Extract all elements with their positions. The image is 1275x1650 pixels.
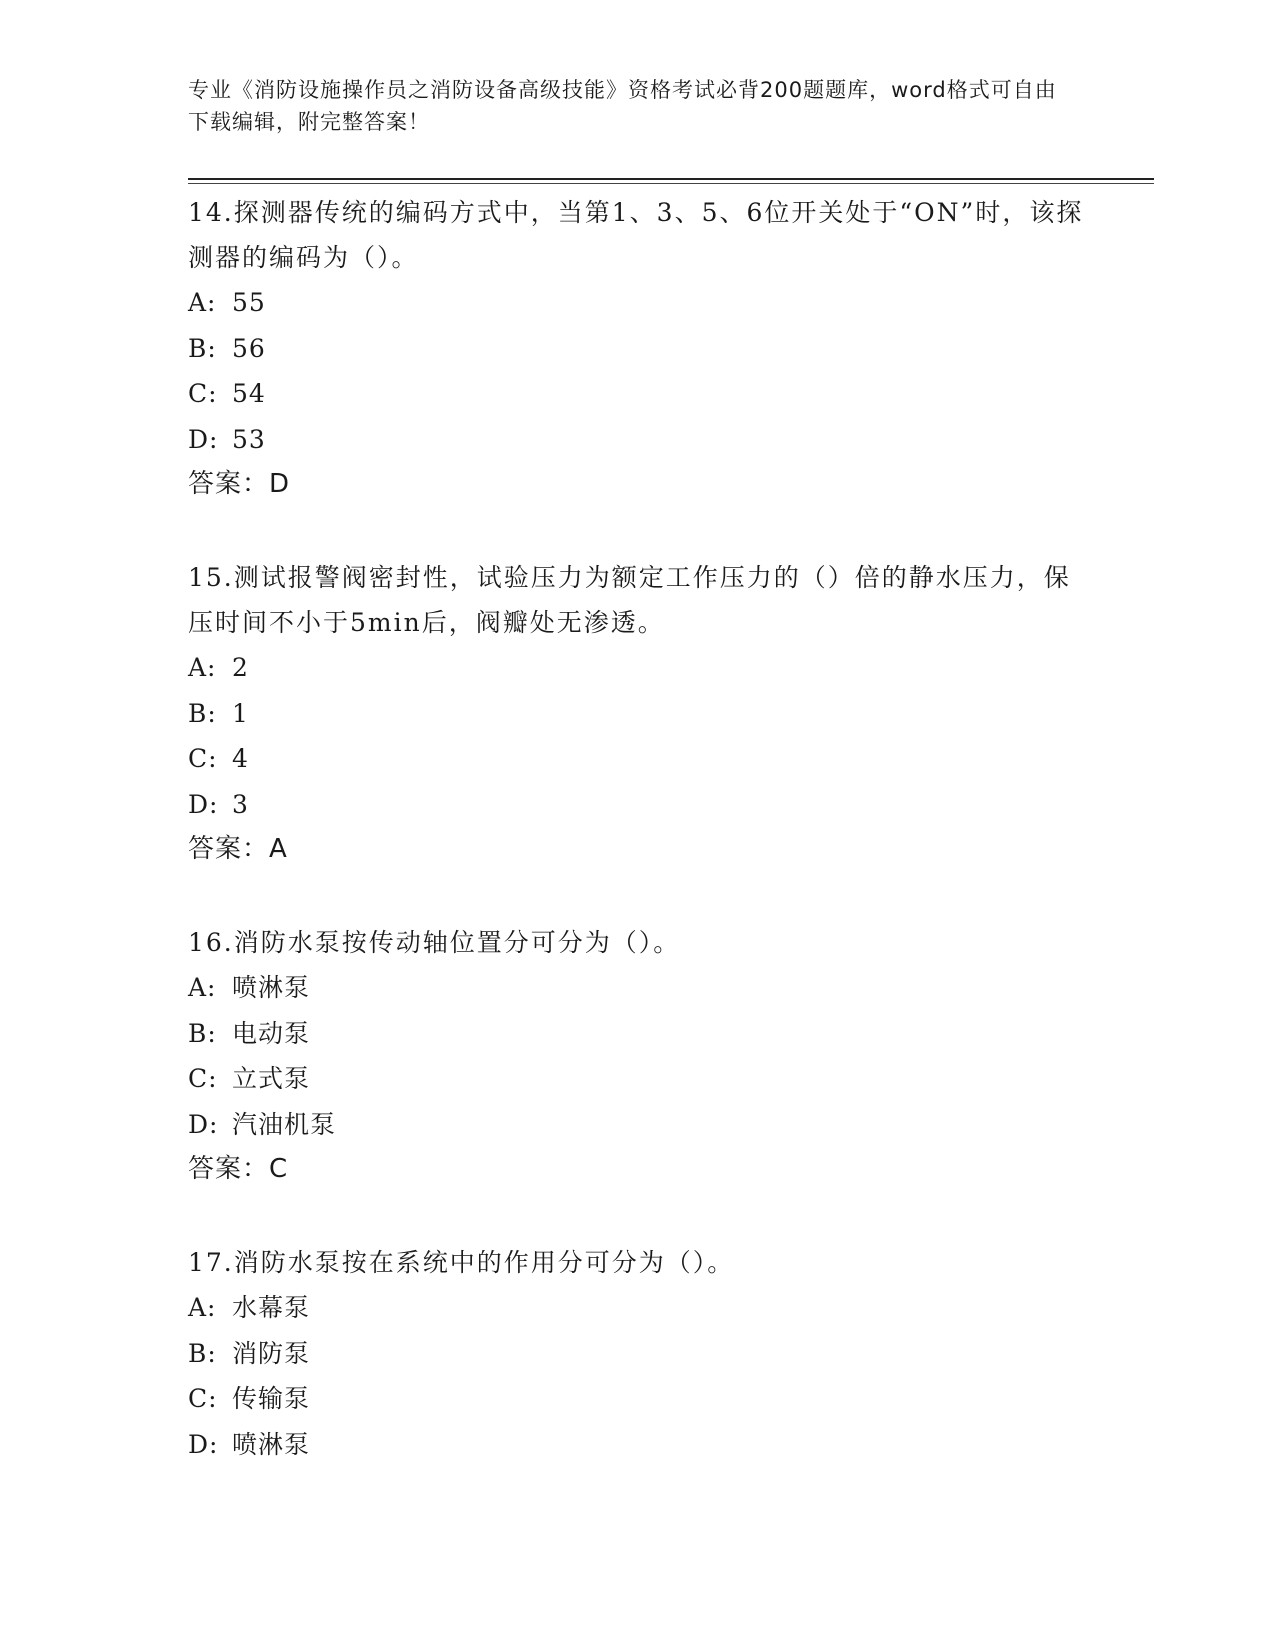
option-a bbox=[188, 1285, 1088, 1331]
option-text: 55 bbox=[232, 288, 266, 317]
option-a bbox=[188, 280, 1088, 326]
option-letter: C: bbox=[188, 744, 218, 773]
answer-line: 答案：D bbox=[188, 469, 291, 499]
option-letter: B: bbox=[188, 333, 217, 363]
question-stem: 15.测试报警阀密封性，试验压力为额定工作压力的（）倍的静水压力，保压时间不小于5min后，阀瓣处无渗透。 bbox=[188, 563, 1071, 637]
option-text: 53 bbox=[232, 424, 266, 454]
header-divider-thick bbox=[188, 178, 1154, 180]
option-letter: A: bbox=[188, 1293, 217, 1322]
question-stem: 14.探测器传统的编码方式中，当第1、3、5、6位开关处于“ON”时，该探测器的编码为（）。 bbox=[188, 198, 1084, 272]
option-d bbox=[188, 417, 1088, 463]
option-letter: A: bbox=[188, 288, 217, 317]
question-14 bbox=[188, 190, 1088, 507]
option-a bbox=[188, 645, 1088, 691]
option-letter: A: bbox=[188, 653, 217, 682]
option-d bbox=[188, 782, 1088, 828]
option-letter: D: bbox=[188, 789, 219, 819]
question-16 bbox=[188, 920, 1088, 1192]
option-letter: D: bbox=[188, 424, 219, 454]
question-15 bbox=[188, 555, 1088, 872]
option-text: 水幕泵 bbox=[232, 1293, 311, 1322]
option-b bbox=[188, 691, 1088, 737]
option-text: 4 bbox=[232, 744, 249, 773]
option-text: 2 bbox=[232, 653, 249, 682]
option-text: 56 bbox=[232, 333, 266, 363]
option-c bbox=[188, 1376, 1088, 1422]
option-text: 54 bbox=[232, 379, 266, 408]
answer-line: 答案：A bbox=[188, 834, 288, 864]
option-text: 传输泵 bbox=[232, 1384, 311, 1413]
option-letter: D: bbox=[188, 1109, 219, 1139]
option-letter: B: bbox=[188, 1338, 217, 1368]
option-c bbox=[188, 1056, 1088, 1102]
option-letter: C: bbox=[188, 379, 218, 408]
option-letter: B: bbox=[188, 1018, 217, 1048]
document-header: 专业《消防设施操作员之消防设备高级技能》资格考试必背200题题库，word格式可自由下载编辑，附完整答案！ bbox=[188, 78, 1057, 134]
option-d bbox=[188, 1422, 1088, 1468]
option-b bbox=[188, 1331, 1088, 1377]
option-text: 喷淋泵 bbox=[232, 1429, 311, 1459]
option-c bbox=[188, 371, 1088, 417]
question-list bbox=[188, 190, 1088, 1515]
option-text: 立式泵 bbox=[232, 1064, 311, 1093]
option-b bbox=[188, 1011, 1088, 1057]
option-letter: A: bbox=[188, 973, 217, 1002]
option-letter: C: bbox=[188, 1384, 218, 1413]
option-text: 喷淋泵 bbox=[232, 973, 311, 1002]
option-letter: C: bbox=[188, 1064, 218, 1093]
option-c bbox=[188, 736, 1088, 782]
option-text: 电动泵 bbox=[232, 1018, 311, 1048]
option-d bbox=[188, 1102, 1088, 1148]
question-stem: 16.消防水泵按传动轴位置分可分为（）。 bbox=[188, 928, 681, 957]
option-text: 汽油机泵 bbox=[232, 1109, 337, 1139]
question-17 bbox=[188, 1240, 1088, 1467]
header-divider-thin bbox=[188, 183, 1154, 184]
answer-line: 答案：C bbox=[188, 1154, 289, 1184]
option-b bbox=[188, 326, 1088, 372]
option-a bbox=[188, 965, 1088, 1011]
question-stem: 17.消防水泵按在系统中的作用分可分为（）。 bbox=[188, 1248, 735, 1277]
option-text: 1 bbox=[232, 698, 249, 728]
option-letter: B: bbox=[188, 698, 217, 728]
option-text: 3 bbox=[232, 789, 249, 819]
option-text: 消防泵 bbox=[232, 1338, 311, 1368]
option-letter: D: bbox=[188, 1429, 219, 1459]
